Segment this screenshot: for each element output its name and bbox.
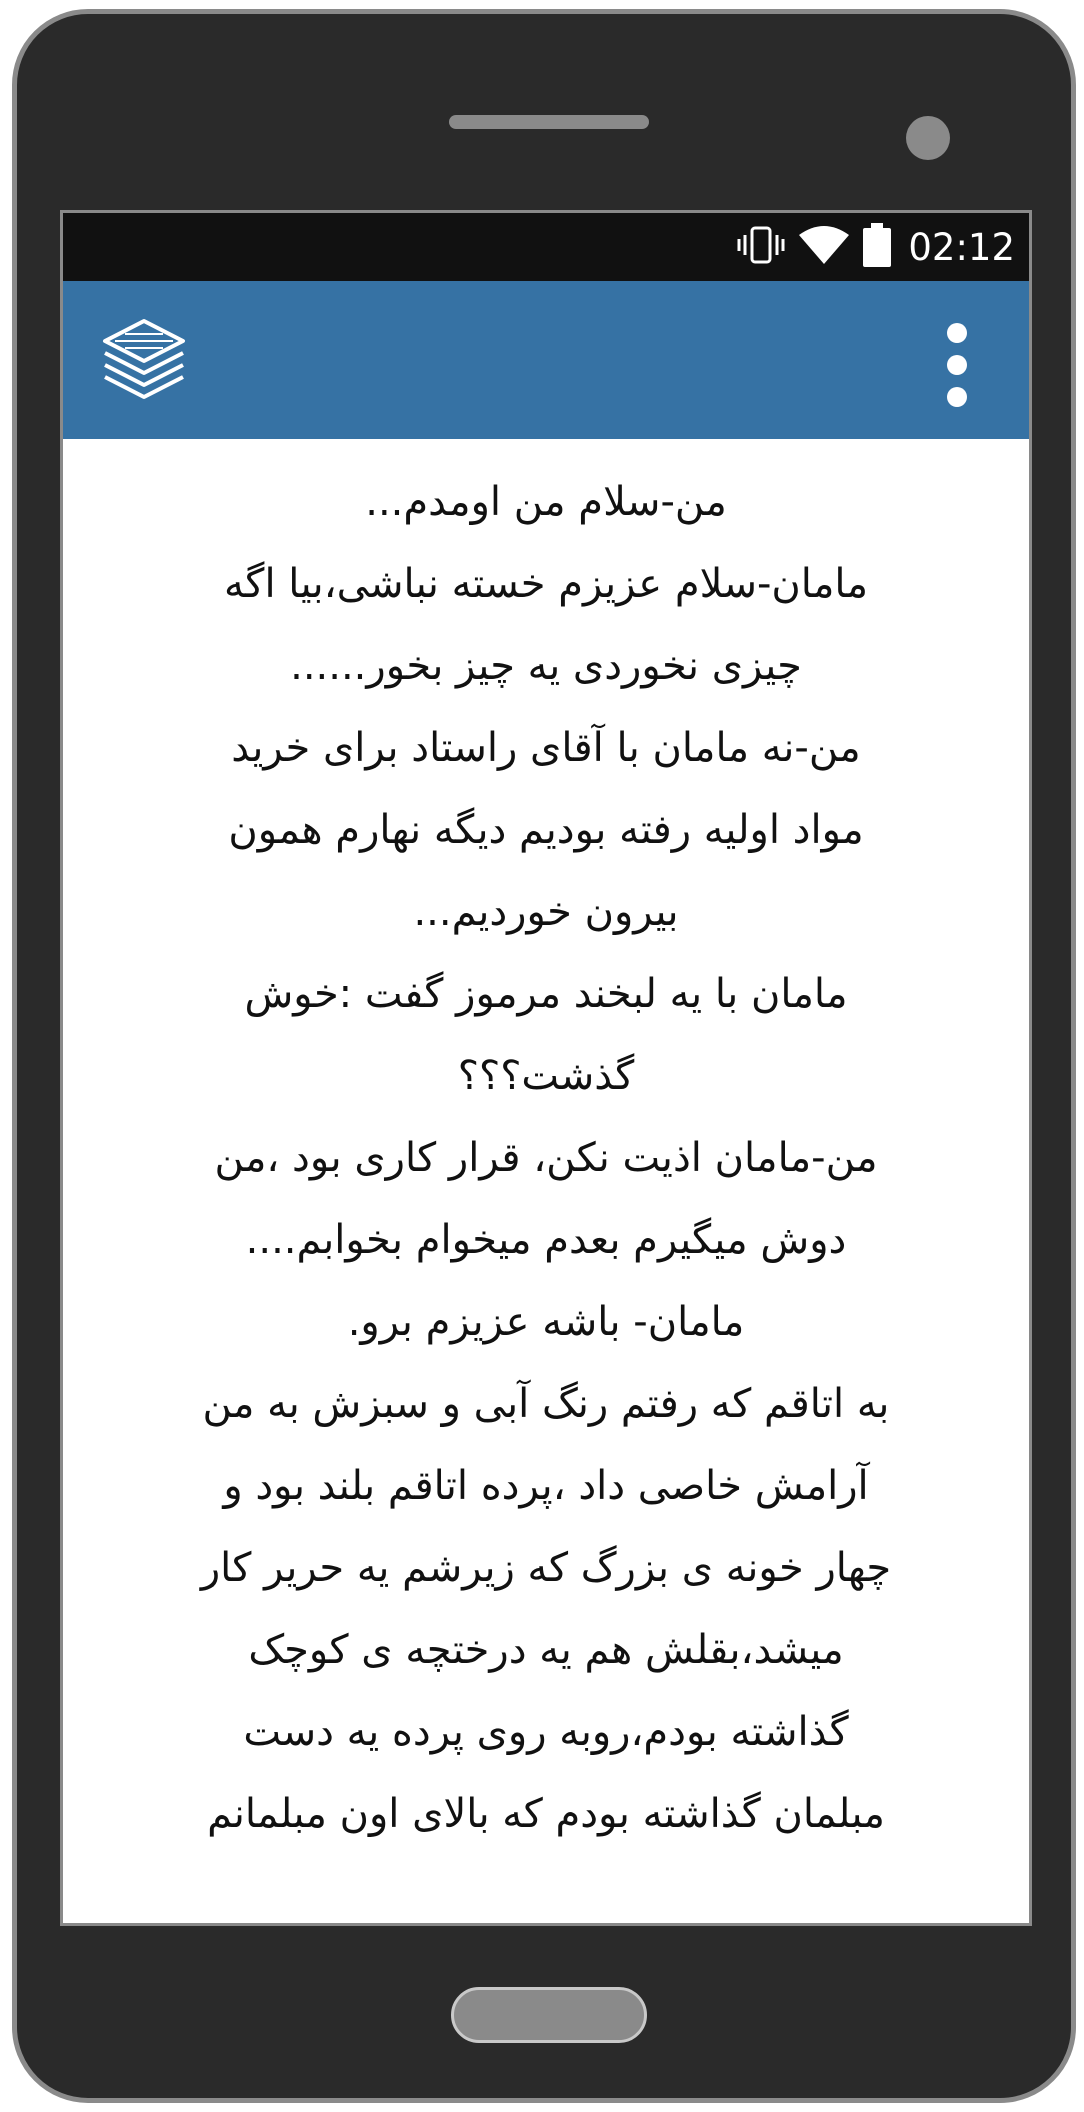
earpiece-speaker xyxy=(449,115,649,129)
story-line: میشد،بقلش هم یه درختچه ی کوچک xyxy=(248,1627,844,1673)
story-line: من-مامان اذیت نکن، قرار کاری بود ،من xyxy=(214,1135,878,1181)
story-line: من-سلام من اومدم... xyxy=(365,479,727,525)
status-icons xyxy=(736,213,1015,281)
story-line: چهار خونه ی بزرگ که زیرشم یه حریر کار xyxy=(200,1545,892,1591)
story-text xyxy=(83,461,1009,1855)
story-line: مواد اولیه رفته بودیم دیگه نهارم همون xyxy=(228,807,864,853)
story-line: گذشت؟؟؟ xyxy=(457,1053,635,1099)
story-line: مامان با یه لبخند مرموز گفت :خوش xyxy=(244,971,848,1017)
battery-icon xyxy=(862,223,892,271)
story-line: آرامش خاصی داد ،پرده اتاقم بلند بود و xyxy=(223,1463,869,1509)
more-vert-icon[interactable] xyxy=(941,321,973,409)
story-line: مامان-سلام عزیزم خسته نباشی،بیا اگه xyxy=(223,561,869,607)
front-camera xyxy=(906,116,950,160)
status-time: 02:12 xyxy=(908,225,1015,269)
wifi-icon xyxy=(798,225,850,269)
story-line: مامان- باشه عزیزم برو. xyxy=(347,1299,745,1345)
vibrate-icon xyxy=(736,225,786,269)
story-line: گذاشته بودم،روبه روی پرده یه دست xyxy=(243,1709,849,1755)
story-line: دوش میگیرم بعدم میخوام بخوابم.... xyxy=(245,1217,847,1263)
device-screen xyxy=(60,210,1032,1926)
status-bar xyxy=(63,213,1029,281)
layers-icon[interactable] xyxy=(101,317,187,405)
story-line: چیزی نخوردی یه چیز بخور...... xyxy=(290,643,802,689)
story-line: به اتاقم که رفتم رنگ آبی و سبزش به من xyxy=(202,1381,890,1427)
home-button[interactable] xyxy=(451,1987,647,2043)
app-bar xyxy=(63,281,1029,439)
story-line: مبلمان گذاشته بودم که بالای اون مبلمانم xyxy=(207,1791,885,1837)
story-line: بیرون خوردیم... xyxy=(413,889,679,935)
story-line: من-نه مامان با آقای راستاد برای خرید xyxy=(231,725,861,771)
